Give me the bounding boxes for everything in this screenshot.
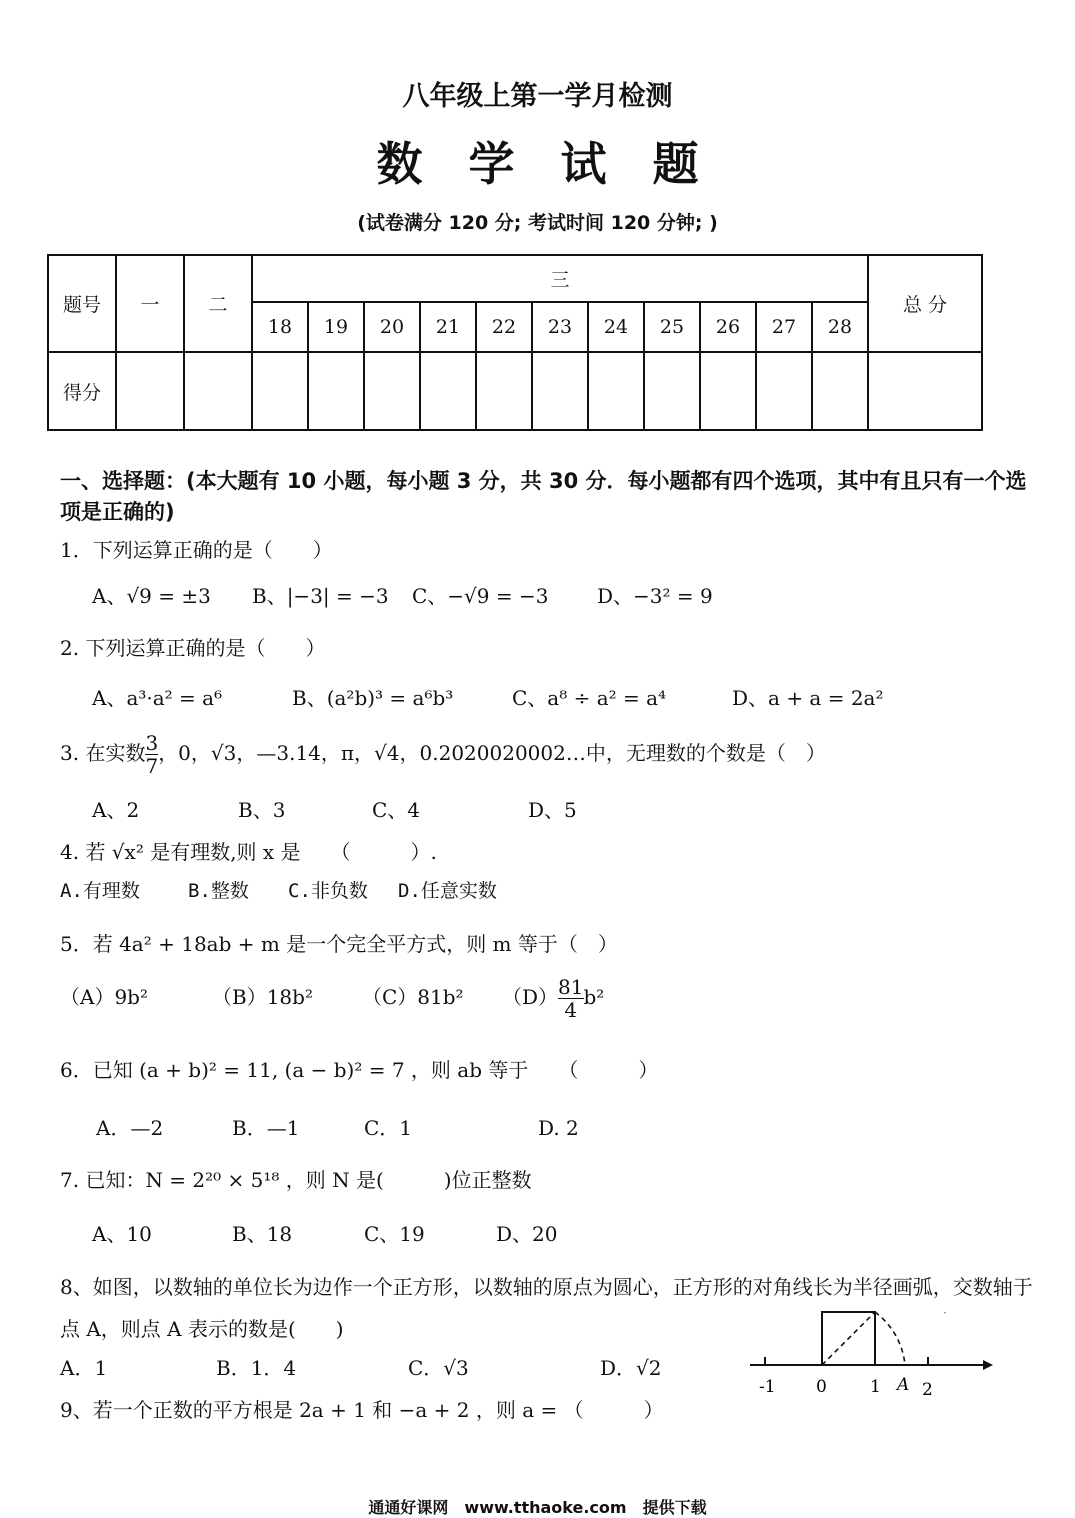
question-col-27: 27 — [756, 302, 812, 352]
question-col-22: 22 — [476, 302, 532, 352]
option-8a: A．1 — [60, 1356, 108, 1380]
option-2c: C、a⁸ ÷ a² = a⁴ — [512, 686, 667, 710]
score-cell[interactable] — [184, 352, 252, 430]
question-col-21: 21 — [420, 302, 476, 352]
fraction-numerator: 81 — [558, 975, 584, 999]
option-2d: D、a + a = 2a² — [732, 686, 884, 710]
score-cell[interactable] — [700, 352, 756, 430]
option-1b: B、|−3| = −3 — [252, 584, 389, 608]
fraction-numerator: 3 — [145, 731, 159, 755]
option-5b: （B）18b² — [212, 985, 313, 1009]
options-5 — [60, 976, 604, 1021]
svg-text:·: · — [943, 1306, 947, 1320]
option-1c: C、−√9 = −3 — [412, 584, 549, 608]
option-7d: D、20 — [496, 1222, 558, 1246]
option-3c: C、4 — [372, 798, 421, 822]
col-part-2: 二 — [184, 255, 252, 352]
subject-title: 数学试题 — [376, 137, 745, 191]
col-part-1: 一 — [116, 255, 184, 352]
option-7a: A、10 — [92, 1222, 152, 1246]
score-table — [47, 254, 983, 431]
question-3 — [60, 732, 826, 777]
option-3d: D、5 — [528, 798, 577, 822]
question-1: 1．下列运算正确的是（ ） — [60, 538, 333, 562]
option-6c: C．1 — [364, 1116, 413, 1140]
question-col-26: 26 — [700, 302, 756, 352]
score-cell[interactable] — [364, 352, 420, 430]
label-a: A — [897, 1375, 910, 1395]
score-cell[interactable] — [308, 352, 364, 430]
option-8d: D．√2 — [600, 1356, 662, 1380]
score-cell[interactable] — [644, 352, 700, 430]
question-2: 2. 下列运算正确的是（ ） — [60, 636, 326, 660]
question-7: 7. 已知：N = 2²⁰ × 5¹⁸ ，则 N 是( )位正整数 — [60, 1168, 532, 1192]
fraction-denominator: 4 — [564, 998, 578, 1022]
option-4d: D.任意实数 — [398, 880, 497, 902]
label-1: 1 — [870, 1377, 881, 1397]
question-col-20: 20 — [364, 302, 420, 352]
option-1d: D、−3² = 9 — [597, 584, 713, 608]
square-diagonal — [822, 1312, 875, 1365]
question-9: 9、若一个正数的平方根是 2a + 1 和 −a + 2 ，则 a = （ ） — [60, 1398, 664, 1422]
question-col-19: 19 — [308, 302, 364, 352]
score-cell[interactable] — [812, 352, 868, 430]
exam-note: (试卷满分 120 分; 考试时间 120 分钟; ) — [357, 212, 718, 234]
option-5d-label: （D） — [502, 985, 559, 1009]
col-part-3: 三 — [252, 255, 868, 302]
option-4c: C.非负数 — [288, 880, 368, 902]
option-3b: B、3 — [238, 798, 286, 822]
option-6d: D. 2 — [538, 1116, 579, 1140]
score-cell[interactable] — [756, 352, 812, 430]
question-6: 6．已知 (a + b)² = 11, (a − b)² = 7 ，则 ab 等于 （ ） — [60, 1058, 659, 1082]
option-4a: A.有理数 — [60, 880, 140, 902]
label-0: 0 — [816, 1377, 827, 1397]
option-5d-var: b² — [583, 985, 605, 1009]
number-line-figure — [745, 1300, 995, 1410]
score-cell[interactable] — [532, 352, 588, 430]
option-3a: A、2 — [92, 798, 140, 822]
page-footer: 通通好课网 www.tthaoke.com 提供下载 — [368, 1498, 707, 1517]
score-cell[interactable] — [116, 352, 184, 430]
question-col-28: 28 — [812, 302, 868, 352]
options-1 — [92, 580, 713, 609]
row-label-score: 得分 — [48, 352, 116, 430]
option-8b: B．1．4 — [216, 1356, 297, 1380]
option-5d — [502, 976, 604, 1021]
options-4 — [60, 876, 497, 903]
options-7 — [92, 1218, 557, 1247]
section-heading: 一、选择题：(本大题有 10 小题，每小题 3 分，共 30 分．每小题都有四个选项，其中有且只有一个选项是正确的) — [60, 469, 1027, 524]
question-col-24: 24 — [588, 302, 644, 352]
label-2: 2 — [922, 1380, 933, 1400]
col-total: 总 分 — [868, 255, 982, 352]
fraction-81-4 — [558, 976, 583, 1021]
question-col-25: 25 — [644, 302, 700, 352]
label-minus-1: -1 — [759, 1377, 776, 1397]
option-7c: C、19 — [364, 1222, 425, 1246]
score-cell[interactable] — [252, 352, 308, 430]
option-5c: （C）81b² — [362, 985, 464, 1009]
question-col-23: 23 — [532, 302, 588, 352]
option-2a: A、a³·a² = a⁶ — [92, 686, 223, 710]
fraction-denominator: 7 — [145, 754, 159, 778]
radius-arc — [875, 1312, 905, 1365]
option-7b: B、18 — [232, 1222, 293, 1246]
question-col-18: 18 — [252, 302, 308, 352]
option-2b: B、(a²b)³ = a⁶b³ — [292, 686, 454, 710]
options-8 — [60, 1352, 662, 1381]
question-5: 5．若 4a² + 18ab + m 是一个完全平方式，则 m 等于（ ） — [60, 932, 618, 956]
options-6 — [96, 1112, 579, 1141]
score-cell[interactable] — [476, 352, 532, 430]
question-3-post: ，0，√3，—3.14，π，√4，0.2020020002…中，无理数的个数是（ ） — [158, 741, 826, 765]
axis-arrow-icon — [983, 1360, 993, 1370]
question-4: 4. 若 √x² 是有理数,则 x 是 （ ）. — [60, 840, 437, 864]
option-1a: A、√9 = ±3 — [92, 584, 211, 608]
question-3-pre: 3. 在实数 — [60, 741, 146, 765]
options-2 — [92, 682, 884, 711]
score-cell[interactable] — [420, 352, 476, 430]
option-6b: B．—1 — [232, 1116, 300, 1140]
question-8: 8、如图，以数轴的单位长为边作一个正方形，以数轴的原点为圆心，正方形的对角线长为半径画弧，交数轴于点 A，则点 A 表示的数是( ) — [60, 1275, 1033, 1341]
option-8c: C．√3 — [408, 1356, 469, 1380]
option-4b: B.整数 — [188, 880, 249, 902]
score-cell[interactable] — [588, 352, 644, 430]
fraction-3-7 — [145, 732, 158, 777]
options-3 — [92, 794, 577, 823]
exam-title: 八年级上第一学月检测 — [402, 81, 673, 112]
option-5a: （A）9b² — [60, 985, 148, 1009]
row-label-number: 题号 — [48, 255, 116, 352]
option-6a: A．—2 — [96, 1116, 164, 1140]
score-cell[interactable] — [868, 352, 982, 430]
